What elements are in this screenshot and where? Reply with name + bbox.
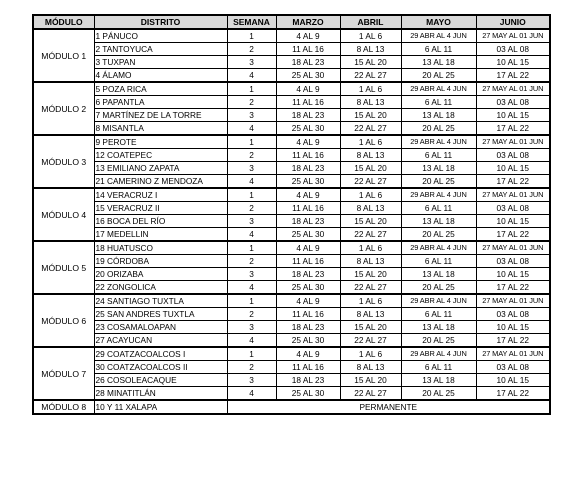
abril-cell: 8 AL 13 [340, 255, 401, 268]
mayo-cell: 6 AL 11 [401, 43, 476, 56]
distrito-cell: 9 PEROTE [94, 135, 227, 149]
table-row [33, 56, 550, 69]
abril-cell: 8 AL 13 [340, 149, 401, 162]
schedule-table [32, 14, 551, 415]
mayo-cell: 20 AL 25 [401, 175, 476, 189]
junio-cell: 10 AL 15 [476, 215, 550, 228]
semana-cell: 2 [227, 255, 276, 268]
abril-cell: 15 AL 20 [340, 321, 401, 334]
semana-cell: 4 [227, 281, 276, 295]
semana-cell: 2 [227, 361, 276, 374]
table-row [33, 122, 550, 136]
semana-cell: 3 [227, 162, 276, 175]
junio-cell: 03 AL 08 [476, 149, 550, 162]
semana-cell: 3 [227, 109, 276, 122]
table-row [33, 361, 550, 374]
distrito-cell: 1 PÁNUCO [94, 29, 227, 43]
marzo-cell: 25 AL 30 [276, 69, 340, 83]
marzo-cell: 4 AL 9 [276, 347, 340, 361]
distrito-cell: 24 SANTIAGO TUXTLA [94, 294, 227, 308]
module-label: MÓDULO 1 [33, 29, 94, 82]
module-label: MÓDULO 3 [33, 135, 94, 188]
mayo-cell: 6 AL 11 [401, 202, 476, 215]
semana-cell: 3 [227, 321, 276, 334]
semana-cell: 1 [227, 347, 276, 361]
junio-cell: 27 MAY AL 01 JUN [476, 347, 550, 361]
semana-cell: 4 [227, 228, 276, 242]
mayo-cell: 20 AL 25 [401, 281, 476, 295]
marzo-cell: 4 AL 9 [276, 135, 340, 149]
semana-cell: 4 [227, 122, 276, 136]
mayo-cell: 29 ABR AL 4 JUN [401, 241, 476, 255]
module-label: MÓDULO 6 [33, 294, 94, 347]
abril-cell: 22 AL 27 [340, 122, 401, 136]
header-mayo: MAYO [401, 15, 476, 29]
distrito-cell: 27 ACAYUCAN [94, 334, 227, 348]
junio-cell: 03 AL 08 [476, 255, 550, 268]
mayo-cell: 6 AL 11 [401, 361, 476, 374]
junio-cell: 17 AL 22 [476, 175, 550, 189]
mayo-cell: 6 AL 11 [401, 308, 476, 321]
marzo-cell: 11 AL 16 [276, 149, 340, 162]
junio-cell: 17 AL 22 [476, 387, 550, 401]
table-row [33, 175, 550, 189]
junio-cell: 17 AL 22 [476, 281, 550, 295]
table-row [33, 69, 550, 83]
junio-cell: 03 AL 08 [476, 361, 550, 374]
table-row [33, 149, 550, 162]
module-label: MÓDULO 4 [33, 188, 94, 241]
mayo-cell: 29 ABR AL 4 JUN [401, 188, 476, 202]
header-distrito: DISTRITO [94, 15, 227, 29]
header-row [33, 15, 550, 29]
distrito-cell: 29 COATZACOALCOS I [94, 347, 227, 361]
mayo-cell: 6 AL 11 [401, 255, 476, 268]
mayo-cell: 13 AL 18 [401, 109, 476, 122]
abril-cell: 22 AL 27 [340, 69, 401, 83]
junio-cell: 27 MAY AL 01 JUN [476, 241, 550, 255]
semana-cell: 3 [227, 56, 276, 69]
abril-cell: 22 AL 27 [340, 387, 401, 401]
marzo-cell: 25 AL 30 [276, 228, 340, 242]
semana-cell: 4 [227, 387, 276, 401]
junio-cell: 27 MAY AL 01 JUN [476, 294, 550, 308]
marzo-cell: 11 AL 16 [276, 308, 340, 321]
abril-cell: 8 AL 13 [340, 361, 401, 374]
module-group [33, 188, 550, 241]
semana-cell: 4 [227, 69, 276, 83]
distrito-cell: 15 VERACRUZ II [94, 202, 227, 215]
table-row [33, 162, 550, 175]
mayo-cell: 13 AL 18 [401, 56, 476, 69]
table-row [33, 387, 550, 401]
mayo-cell: 6 AL 11 [401, 96, 476, 109]
mayo-cell: 6 AL 11 [401, 149, 476, 162]
abril-cell: 15 AL 20 [340, 162, 401, 175]
distrito-cell: 21 CAMERINO Z MENDOZA [94, 175, 227, 189]
permanente-cell: PERMANENTE [227, 400, 550, 414]
marzo-cell: 18 AL 23 [276, 215, 340, 228]
table-row [33, 109, 550, 122]
table-row [33, 228, 550, 242]
table-row [33, 188, 550, 202]
marzo-cell: 18 AL 23 [276, 321, 340, 334]
junio-cell: 17 AL 22 [476, 122, 550, 136]
abril-cell: 1 AL 6 [340, 241, 401, 255]
marzo-cell: 25 AL 30 [276, 122, 340, 136]
header-modulo: MÓDULO [33, 15, 94, 29]
distrito-cell: 13 EMILIANO ZAPATA [94, 162, 227, 175]
junio-cell: 10 AL 15 [476, 374, 550, 387]
abril-cell: 15 AL 20 [340, 268, 401, 281]
junio-cell: 10 AL 15 [476, 268, 550, 281]
junio-cell: 03 AL 08 [476, 202, 550, 215]
distrito-cell: 17 MEDELLIN [94, 228, 227, 242]
abril-cell: 22 AL 27 [340, 334, 401, 348]
semana-cell: 4 [227, 175, 276, 189]
marzo-cell: 4 AL 9 [276, 294, 340, 308]
marzo-cell: 11 AL 16 [276, 43, 340, 56]
junio-cell: 27 MAY AL 01 JUN [476, 82, 550, 96]
abril-cell: 15 AL 20 [340, 374, 401, 387]
marzo-cell: 25 AL 30 [276, 281, 340, 295]
abril-cell: 8 AL 13 [340, 308, 401, 321]
junio-cell: 03 AL 08 [476, 96, 550, 109]
module-8-row [33, 400, 550, 414]
junio-cell: 17 AL 22 [476, 69, 550, 83]
junio-cell: 10 AL 15 [476, 321, 550, 334]
table-row [33, 29, 550, 43]
junio-cell: 03 AL 08 [476, 308, 550, 321]
module-group [33, 347, 550, 400]
marzo-cell: 25 AL 30 [276, 387, 340, 401]
module-label: MÓDULO 8 [33, 400, 94, 414]
distrito-cell: 7 MARTÍNEZ DE LA TORRE [94, 109, 227, 122]
table-row [33, 334, 550, 348]
mayo-cell: 13 AL 18 [401, 321, 476, 334]
table-row [33, 347, 550, 361]
abril-cell: 1 AL 6 [340, 29, 401, 43]
abril-cell: 22 AL 27 [340, 228, 401, 242]
abril-cell: 15 AL 20 [340, 109, 401, 122]
table-row [33, 374, 550, 387]
marzo-cell: 25 AL 30 [276, 334, 340, 348]
junio-cell: 03 AL 08 [476, 43, 550, 56]
distrito-cell: 6 PAPANTLA [94, 96, 227, 109]
semana-cell: 2 [227, 202, 276, 215]
semana-cell: 2 [227, 43, 276, 56]
mayo-cell: 29 ABR AL 4 JUN [401, 135, 476, 149]
abril-cell: 15 AL 20 [340, 215, 401, 228]
header-semana: SEMANA [227, 15, 276, 29]
module-group [33, 135, 550, 188]
table-row [33, 215, 550, 228]
mayo-cell: 13 AL 18 [401, 374, 476, 387]
marzo-cell: 18 AL 23 [276, 374, 340, 387]
module-label: MÓDULO 5 [33, 241, 94, 294]
distrito-cell: 2 TANTOYUCA [94, 43, 227, 56]
semana-cell: 1 [227, 188, 276, 202]
table-row [33, 321, 550, 334]
table-row [33, 308, 550, 321]
module-label: MÓDULO 2 [33, 82, 94, 135]
marzo-cell: 11 AL 16 [276, 202, 340, 215]
mayo-cell: 20 AL 25 [401, 228, 476, 242]
mayo-cell: 20 AL 25 [401, 387, 476, 401]
marzo-cell: 4 AL 9 [276, 29, 340, 43]
distrito-cell: 22 ZONGOLICA [94, 281, 227, 295]
table-row [33, 135, 550, 149]
semana-cell: 3 [227, 268, 276, 281]
mayo-cell: 13 AL 18 [401, 268, 476, 281]
table-row [33, 255, 550, 268]
marzo-cell: 18 AL 23 [276, 109, 340, 122]
semana-cell: 1 [227, 294, 276, 308]
table-row [33, 43, 550, 56]
marzo-cell: 11 AL 16 [276, 361, 340, 374]
abril-cell: 1 AL 6 [340, 347, 401, 361]
table-row [33, 268, 550, 281]
header-junio: JUNIO [476, 15, 550, 29]
marzo-cell: 4 AL 9 [276, 188, 340, 202]
mayo-cell: 29 ABR AL 4 JUN [401, 347, 476, 361]
abril-cell: 1 AL 6 [340, 135, 401, 149]
abril-cell: 1 AL 6 [340, 82, 401, 96]
semana-cell: 3 [227, 374, 276, 387]
junio-cell: 27 MAY AL 01 JUN [476, 29, 550, 43]
abril-cell: 1 AL 6 [340, 188, 401, 202]
marzo-cell: 25 AL 30 [276, 175, 340, 189]
distrito-cell: 26 COSOLEACAQUE [94, 374, 227, 387]
module-group [33, 241, 550, 294]
junio-cell: 10 AL 15 [476, 56, 550, 69]
semana-cell: 4 [227, 334, 276, 348]
junio-cell: 17 AL 22 [476, 228, 550, 242]
abril-cell: 15 AL 20 [340, 56, 401, 69]
table-row [33, 281, 550, 295]
marzo-cell: 18 AL 23 [276, 56, 340, 69]
table-row [33, 202, 550, 215]
distrito-cell: 28 MINATITLÁN [94, 387, 227, 401]
distrito-cell: 5 POZA RICA [94, 82, 227, 96]
junio-cell: 17 AL 22 [476, 334, 550, 348]
semana-cell: 1 [227, 82, 276, 96]
distrito-cell: 10 Y 11 XALAPA [94, 400, 227, 414]
distrito-cell: 25 SAN ANDRES TUXTLA [94, 308, 227, 321]
distrito-cell: 18 HUATUSCO [94, 241, 227, 255]
table-row [33, 96, 550, 109]
distrito-cell: 3 TUXPAN [94, 56, 227, 69]
semana-cell: 2 [227, 149, 276, 162]
module-8-body [33, 400, 550, 414]
table-row [33, 82, 550, 96]
table-row [33, 241, 550, 255]
junio-cell: 10 AL 15 [476, 109, 550, 122]
distrito-cell: 8 MISANTLA [94, 122, 227, 136]
marzo-cell: 11 AL 16 [276, 255, 340, 268]
semana-cell: 3 [227, 215, 276, 228]
mayo-cell: 20 AL 25 [401, 334, 476, 348]
semana-cell: 1 [227, 241, 276, 255]
junio-cell: 10 AL 15 [476, 162, 550, 175]
semana-cell: 1 [227, 135, 276, 149]
marzo-cell: 11 AL 16 [276, 96, 340, 109]
mayo-cell: 13 AL 18 [401, 215, 476, 228]
abril-cell: 8 AL 13 [340, 202, 401, 215]
semana-cell: 2 [227, 96, 276, 109]
distrito-cell: 19 CÓRDOBA [94, 255, 227, 268]
mayo-cell: 29 ABR AL 4 JUN [401, 82, 476, 96]
abril-cell: 8 AL 13 [340, 43, 401, 56]
marzo-cell: 18 AL 23 [276, 162, 340, 175]
abril-cell: 22 AL 27 [340, 175, 401, 189]
mayo-cell: 29 ABR AL 4 JUN [401, 29, 476, 43]
distrito-cell: 14 VERACRUZ I [94, 188, 227, 202]
junio-cell: 27 MAY AL 01 JUN [476, 135, 550, 149]
marzo-cell: 18 AL 23 [276, 268, 340, 281]
semana-cell: 2 [227, 308, 276, 321]
distrito-cell: 12 COATEPEC [94, 149, 227, 162]
mayo-cell: 29 ABR AL 4 JUN [401, 294, 476, 308]
header-abril: ABRIL [340, 15, 401, 29]
distrito-cell: 16 BOCA DEL RÍO [94, 215, 227, 228]
module-label: MÓDULO 7 [33, 347, 94, 400]
abril-cell: 22 AL 27 [340, 281, 401, 295]
semana-cell: 1 [227, 29, 276, 43]
module-group [33, 294, 550, 347]
mayo-cell: 20 AL 25 [401, 122, 476, 136]
mayo-cell: 20 AL 25 [401, 69, 476, 83]
table-row [33, 294, 550, 308]
module-group [33, 29, 550, 82]
module-group [33, 82, 550, 135]
marzo-cell: 4 AL 9 [276, 241, 340, 255]
mayo-cell: 13 AL 18 [401, 162, 476, 175]
junio-cell: 27 MAY AL 01 JUN [476, 188, 550, 202]
distrito-cell: 20 ORIZABA [94, 268, 227, 281]
abril-cell: 8 AL 13 [340, 96, 401, 109]
abril-cell: 1 AL 6 [340, 294, 401, 308]
distrito-cell: 23 COSAMALOAPAN [94, 321, 227, 334]
header-marzo: MARZO [276, 15, 340, 29]
marzo-cell: 4 AL 9 [276, 82, 340, 96]
distrito-cell: 30 COATZACOALCOS II [94, 361, 227, 374]
distrito-cell: 4 ÁLAMO [94, 69, 227, 83]
